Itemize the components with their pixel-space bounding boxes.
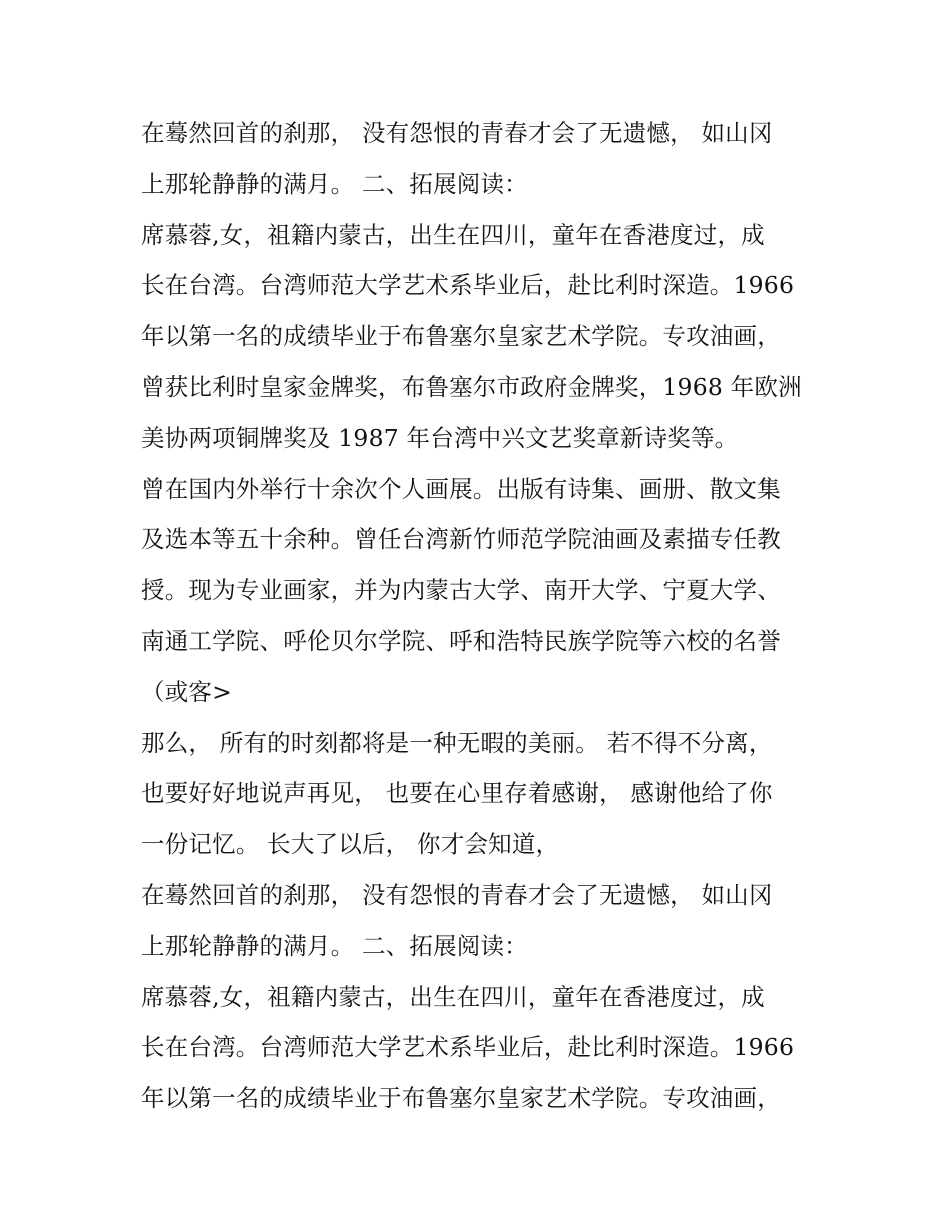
- text-line-1: 在蓦然回首的刹那， 没有怨恨的青春才会了无遗憾， 如山冈: [141, 119, 773, 147]
- text-line-4: 长在台湾。台湾师范大学艺术系毕业后，赴比利时深造。1966: [141, 271, 795, 300]
- text-line-14: 也要好好地说声再见， 也要在心里存着感谢， 感谢他给了你: [141, 779, 773, 808]
- text-line-3: 席慕蓉,女，祖籍内蒙古，出生在四川，童年在香港度过，成: [141, 220, 765, 249]
- text-line-9: 及选本等五十余种。曾任台湾新竹师范学院油画及素描专任教: [141, 525, 781, 554]
- text-line-19: 长在台湾。台湾师范大学艺术系毕业后，赴比利时深造。1966: [141, 1033, 795, 1062]
- text-line-13: 那么， 所有的时刻都将是一种无暇的美丽。 若不得不分离，: [141, 728, 773, 757]
- text-line-15: 一份记忆。 长大了以后， 你才会知道，: [141, 830, 560, 859]
- text-line-10: 授。现为专业画家，并为内蒙古大学、南开大学、宁夏大学、: [141, 576, 781, 605]
- text-line-18: 席慕蓉,女，祖籍内蒙古，出生在四川，童年在香港度过，成: [141, 982, 765, 1011]
- text-line-16: 在蓦然回首的刹那， 没有怨恨的青春才会了无遗憾， 如山冈: [141, 880, 773, 909]
- text-line-5: 年以第一名的成绩毕业于布鲁塞尔皇家艺术学院。专攻油画，: [141, 322, 781, 351]
- text-line-2: 上那轮静静的满月。 二、拓展阅读：: [141, 169, 528, 198]
- text-line-20: 年以第一名的成绩毕业于布鲁塞尔皇家艺术学院。专攻油画，: [141, 1084, 781, 1113]
- text-line-12: （或客>: [141, 677, 232, 706]
- body-text: [141, 108, 821, 1124]
- text-line-11: 南通工学院、呼伦贝尔学院、呼和浩特民族学院等六校的名誉: [141, 626, 781, 655]
- text-line-17: 上那轮静静的满月。 二、拓展阅读：: [141, 931, 528, 960]
- text-line-7: 美协两项铜牌奖及 1987 年台湾中兴文艺奖章新诗奖等。: [141, 423, 739, 452]
- text-line-8: 曾在国内外举行十余次个人画展。出版有诗集、画册、散文集: [141, 474, 781, 503]
- text-line-6: 曾获比利时皇家金牌奖，布鲁塞尔市政府金牌奖，1968 年欧洲: [141, 372, 802, 401]
